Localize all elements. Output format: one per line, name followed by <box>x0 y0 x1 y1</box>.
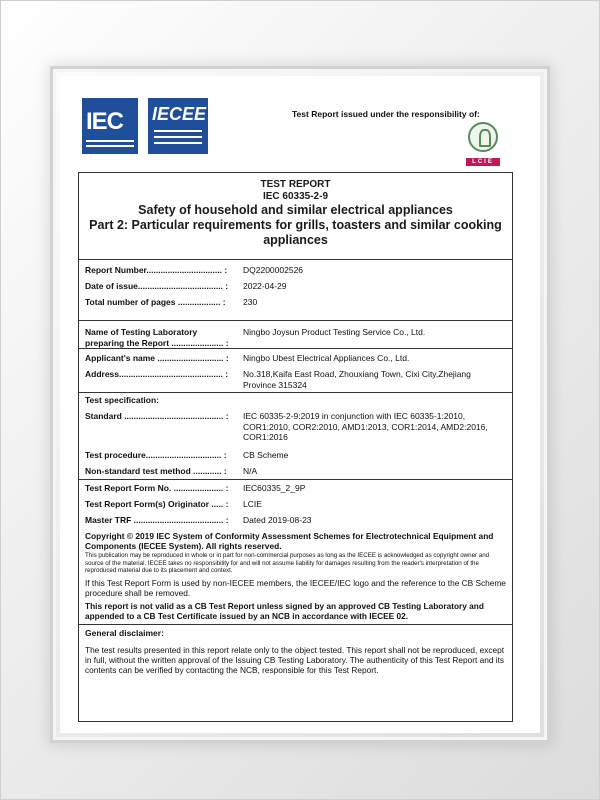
iecee-logo <box>148 98 208 154</box>
copyright-heading: Copyright © 2019 IEC System of Conformity Assessment Schemes for Electrotechnical Equipment and Components (IECEE System). All rights reserved. <box>85 531 494 551</box>
document-page <box>60 76 540 733</box>
disclaimer-heading: General disclaimer: <box>85 628 164 638</box>
non-member-notice: If this Test Report Form is used by non-IECEE members, the IECEE/IEC logo and the reference to the CB Scheme procedure shall be removed. <box>85 578 506 598</box>
validity-notice: This report is not valid as a CB Test Report unless signed by an approved CB Testing Laboratory and appended to a CB Test Certificate issued by an NCB in accordance with IECEE 02. <box>85 601 484 621</box>
disclaimer-text: The test results presented in this report relate only to the object tested. This report shall not be reproduced, except in full, without the written approval of the Issuing CB Testing Laboratory. The authenticity of this Test Report and its contents can be verified by contacting the NCB, responsible for this Test Report. <box>85 645 505 676</box>
title-part2: Part 2: Particular requirements for grills, toasters and similar cooking appliances <box>89 218 502 247</box>
responsibility-text: Test Report issued under the responsibility of: <box>292 109 480 119</box>
standard-number: IEC 60335-2-9 <box>262 191 329 202</box>
lcie-logo-text: LCIE <box>466 158 500 166</box>
title-safety: Safety of household and similar electrical appliances <box>138 203 453 217</box>
title-block <box>79 179 512 248</box>
iec-logo-text: IEC <box>86 108 124 135</box>
copyright-fine-print: This publication may be reproduced in whole or in part for non-commercial purposes as long as the IECEE is acknowledged as copyright owner and source of the material. IECEE takes no responsibility for and will not assume liability for damages resulting from the reader's interpretation of the reproduced material due to its placement and context. <box>85 552 490 575</box>
report-box: TEST REPORT IEC 60335-2-9 Safety of household and similar electrical appliances Part 2: Particular requirements for grills, toasters and similar cooking appliances Report Number................................ : DQ2200002526 Date of issue.................................... : 2022-04-29 Total number of pages .................. : 230 Name of Testing Laboratory preparing the Report ...................... : Ningbo Joysun Product Testing Service Co., Ltd. Applicant's name ............................ : Ningbo Ubest Electrical Appliances Co., Ltd. Address............................................ : No.318,Kaifa East Road, Zhouxiang Town, Cixi City,Zhejiang Province 315324 Test specification: Standard .......................................... : IEC 60335-2-9:2019 in conjunction with IEC 60335-1:2010, COR1:2010, COR2:2010, AMD1:2013, COR1:2014, AMD2:2016, COR1:2016 Test procedure................................ : CB Scheme Non-standard test method ............ : N/A Test Report Form No. ..................... : IEC60335_2_9P Test Report Form(s) Originator ..... : LCIE Master TRF ...................................... : Dated 2019-08-23 Copyright © 2019 IEC System of Conformity Assessment Schemes for Electrotechnical Equipment and Components (IECEE System). All rights reserved. This publication may be reproduced in whole or in part for non-commercial purposes as long as the IECEE is acknowledged as copyright owner and source of the material. IECEE takes no responsibility for and will not assume liability for damages resulting from the reader's interpretation of the reproduced material due to its placement and context. If this Test Report Form is used by non-IECEE members, the IECEE/IEC logo and the reference to the CB Scheme procedure shall be removed. This report is not valid as a CB Test Report unless signed by an approved CB Testing Laboratory and appended to a CB Test Certificate issued by an NCB in accordance with IECEE 02. General disclaimer: The test results presented in this report relate only to the object tested. This report shall not be reproduced, except in full, without the written approval of the Issuing CB Testing Laboratory. The authenticity of this Test Report and its contents can be verified by contacting the NCB, responsible for this Test Report. <box>78 172 513 722</box>
lcie-logo <box>464 122 502 170</box>
iec-logo <box>82 98 138 154</box>
report-title: TEST REPORT <box>260 179 331 190</box>
iecee-logo-text: IECEE <box>152 104 207 124</box>
